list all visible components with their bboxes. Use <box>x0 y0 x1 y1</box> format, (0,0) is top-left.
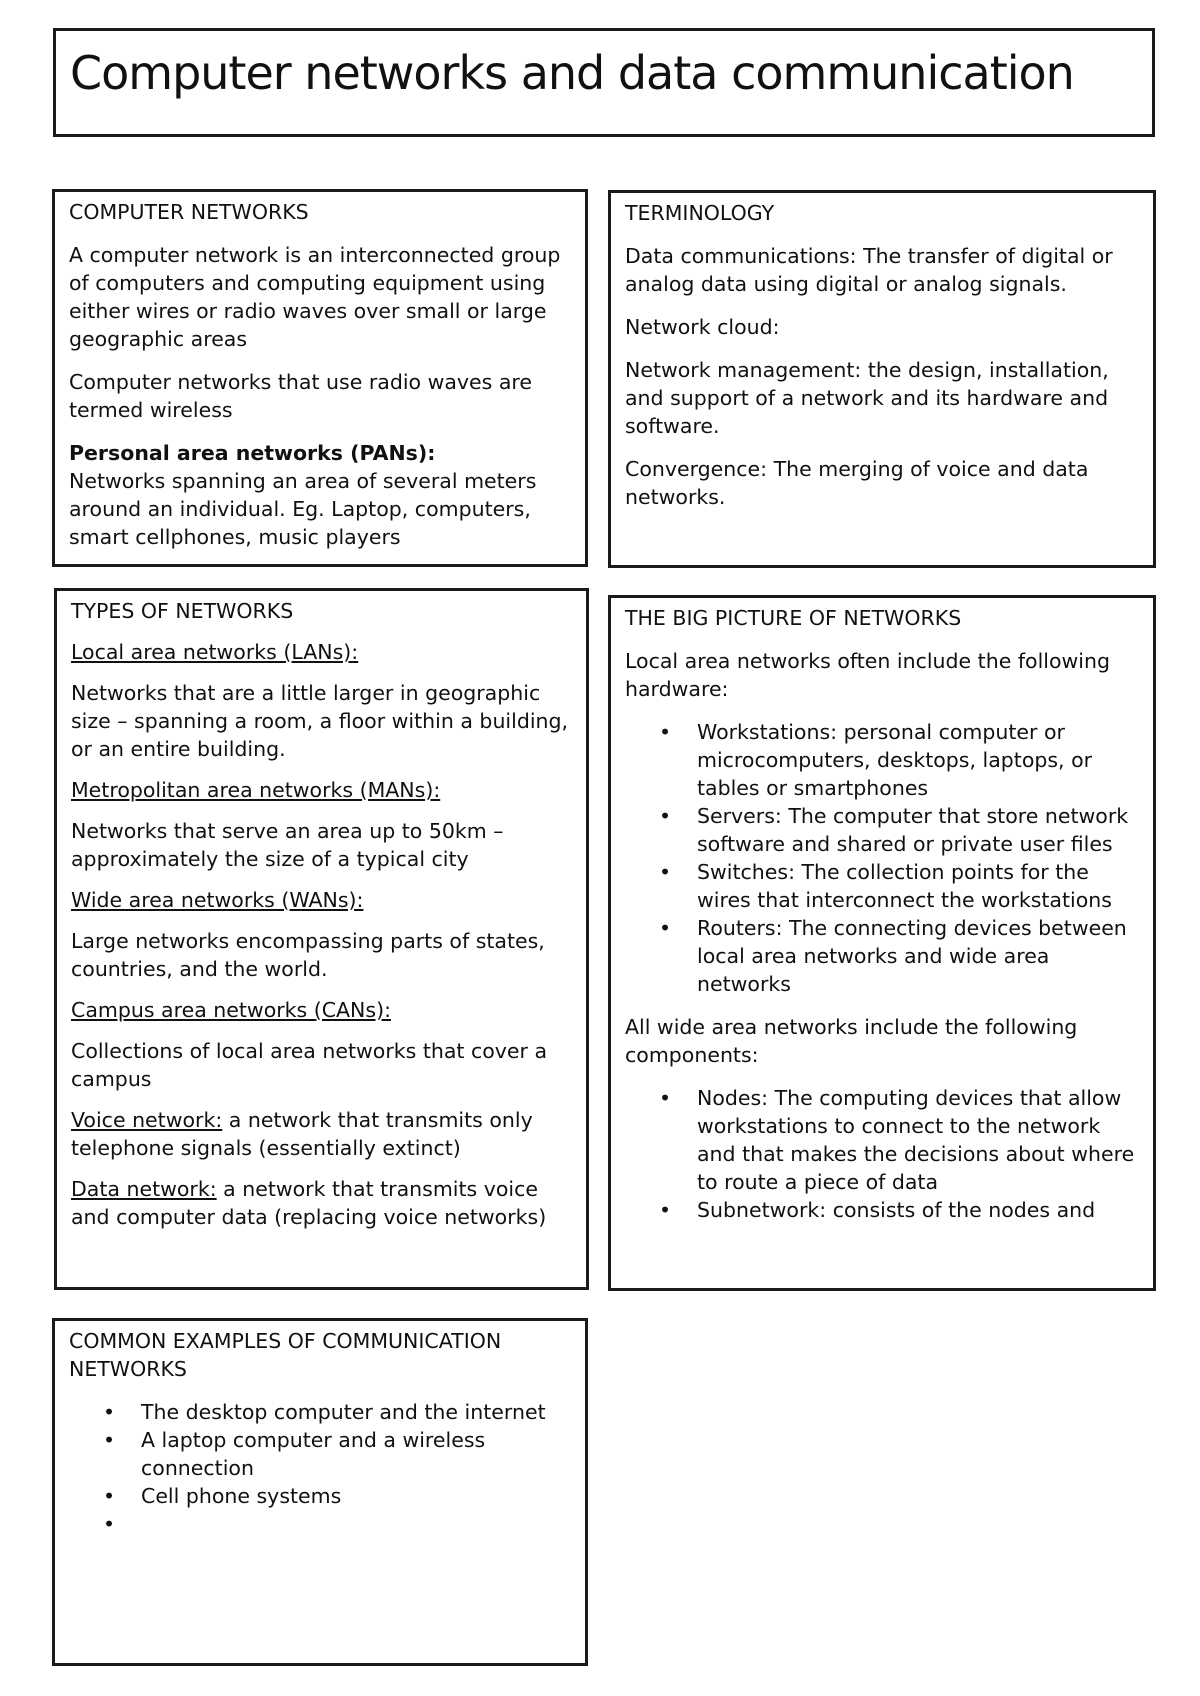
voice-network-text: a network that transmits only telephone signals (essentially extinct) <box>71 1108 533 1160</box>
voice-network-paragraph <box>71 1106 572 1162</box>
big-picture-heading: THE BIG PICTURE OF NETWORKS <box>625 606 962 630</box>
man-text: Networks that serve an area up to 50km – approximately the size of a typical city <box>71 819 504 871</box>
common-examples-heading: COMMON EXAMPLES OF COMMUNICATION NETWORKS <box>69 1329 502 1381</box>
terminology-heading: TERMINOLOGY <box>625 201 775 225</box>
list-item: • A laptop computer and a wireless connection <box>141 1426 571 1482</box>
list-item: • Switches: The collection points for the wires that interconnect the workstations <box>697 858 1139 914</box>
data-network-text: a network that transmits voice and computer data (replacing voice networks) <box>71 1177 547 1229</box>
wireless-definition: Computer networks that use radio waves are termed wireless <box>69 370 533 422</box>
list-item: • Routers: The connecting devices between local area networks and wide area networks <box>697 914 1139 998</box>
list-item <box>141 1510 571 1538</box>
list-item: • Servers: The computer that store network software and shared or private user files <box>697 802 1139 858</box>
big-picture-box <box>608 595 1156 1291</box>
list-item: • Subnetwork: consists of the nodes and <box>697 1196 1139 1224</box>
term-network-cloud: Network cloud: <box>625 315 780 339</box>
list-item: • The desktop computer and the internet <box>141 1398 571 1426</box>
computer-networks-box <box>52 189 588 567</box>
types-heading: TYPES OF NETWORKS <box>71 599 294 623</box>
man-label: Metropolitan area networks (MANs): <box>71 778 441 802</box>
types-of-networks-box <box>54 588 589 1290</box>
term-convergence: Convergence: The merging of voice and data networks. <box>625 457 1089 509</box>
can-label: Campus area networks (CANs): <box>71 998 391 1022</box>
wan-components-intro: All wide area networks include the following components: <box>625 1015 1078 1067</box>
list-item: • Workstations: personal computer or microcomputers, desktops, laptops, or tables or smartphones <box>697 718 1139 802</box>
voice-network-label: Voice network: <box>71 1108 223 1132</box>
term-network-management: Network management: the design, installation, and support of a network and its hardware and software. <box>625 358 1109 438</box>
pan-paragraph <box>69 439 571 551</box>
common-examples-list <box>69 1398 571 1538</box>
lan-text: Networks that are a little larger in geographic size – spanning a room, a floor within a building, or an entire building. <box>71 681 569 761</box>
can-text: Collections of local area networks that cover a campus <box>71 1039 548 1091</box>
lan-hardware-list <box>625 718 1139 998</box>
list-item: • Nodes: The computing devices that allow workstations to connect to the network and that makes the decisions about where to route a piece of data <box>697 1084 1139 1196</box>
list-item: • Cell phone systems <box>141 1482 571 1510</box>
wan-label: Wide area networks (WANs): <box>71 888 364 912</box>
terminology-box <box>608 190 1156 568</box>
pan-text: Networks spanning an area of several meters around an individual. Eg. Laptop, computers, smart cellphones, music players <box>69 469 537 549</box>
data-network-label: Data network: <box>71 1177 217 1201</box>
lan-hardware-intro: Local area networks often include the following hardware: <box>625 649 1110 701</box>
wan-components-list <box>625 1084 1139 1224</box>
title-box <box>53 28 1155 137</box>
wan-text: Large networks encompassing parts of states, countries, and the world. <box>71 929 545 981</box>
pan-label: Personal area networks (PANs): <box>69 441 436 465</box>
data-network-paragraph <box>71 1175 572 1231</box>
computer-networks-definition: A computer network is an interconnected group of computers and computing equipment using either wires or radio waves over small or large geographic areas <box>69 243 561 351</box>
computer-networks-heading: COMPUTER NETWORKS <box>69 200 309 224</box>
term-data-communications: Data communications: The transfer of digital or analog data using digital or analog signals. <box>625 244 1113 296</box>
common-examples-box <box>52 1318 588 1666</box>
page-title: Computer networks and data communication <box>70 46 1074 100</box>
lan-label: Local area networks (LANs): <box>71 640 359 664</box>
